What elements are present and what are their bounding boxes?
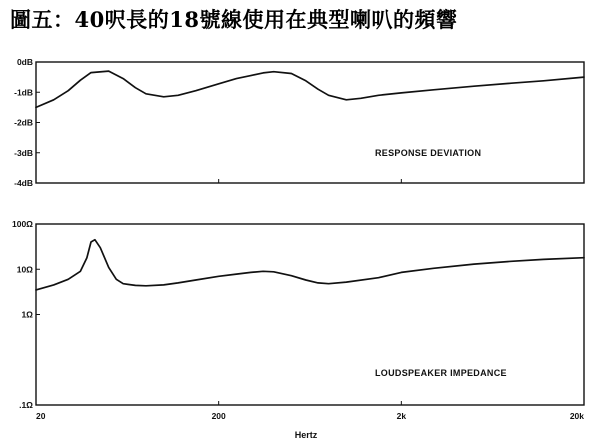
x-axis-label: Hertz (294, 430, 318, 440)
series-line-2 (36, 240, 584, 290)
figure-title: 圖五：40呎長的18號線使用在典型喇叭的頻響 (10, 7, 458, 32)
y-tick-label: -1dB (14, 87, 33, 98)
y-tick-label: 0dB (16, 57, 33, 67)
panel-annotation: RESPONSE DEVIATION (375, 148, 482, 158)
x-tick-label: 200 (211, 411, 226, 421)
x-tick-label: 2k (396, 411, 407, 421)
y-tick-label: .1Ω (19, 400, 33, 410)
x-tick-label: 20k (569, 411, 584, 421)
y-tick-label: 10Ω (16, 264, 33, 275)
y-tick-label: -3dB (14, 147, 33, 158)
y-tick-label: 100Ω (12, 219, 33, 229)
x-tick-label: 20 (36, 411, 46, 421)
series-line-1 (36, 71, 584, 107)
y-tick-label: 1Ω (21, 309, 33, 320)
plot-frame-1 (36, 62, 584, 183)
panel-annotation: LOUDSPEAKER IMPEDANCE (375, 368, 507, 378)
y-tick-label: -4dB (14, 178, 33, 188)
y-tick-label: -2dB (14, 117, 33, 128)
